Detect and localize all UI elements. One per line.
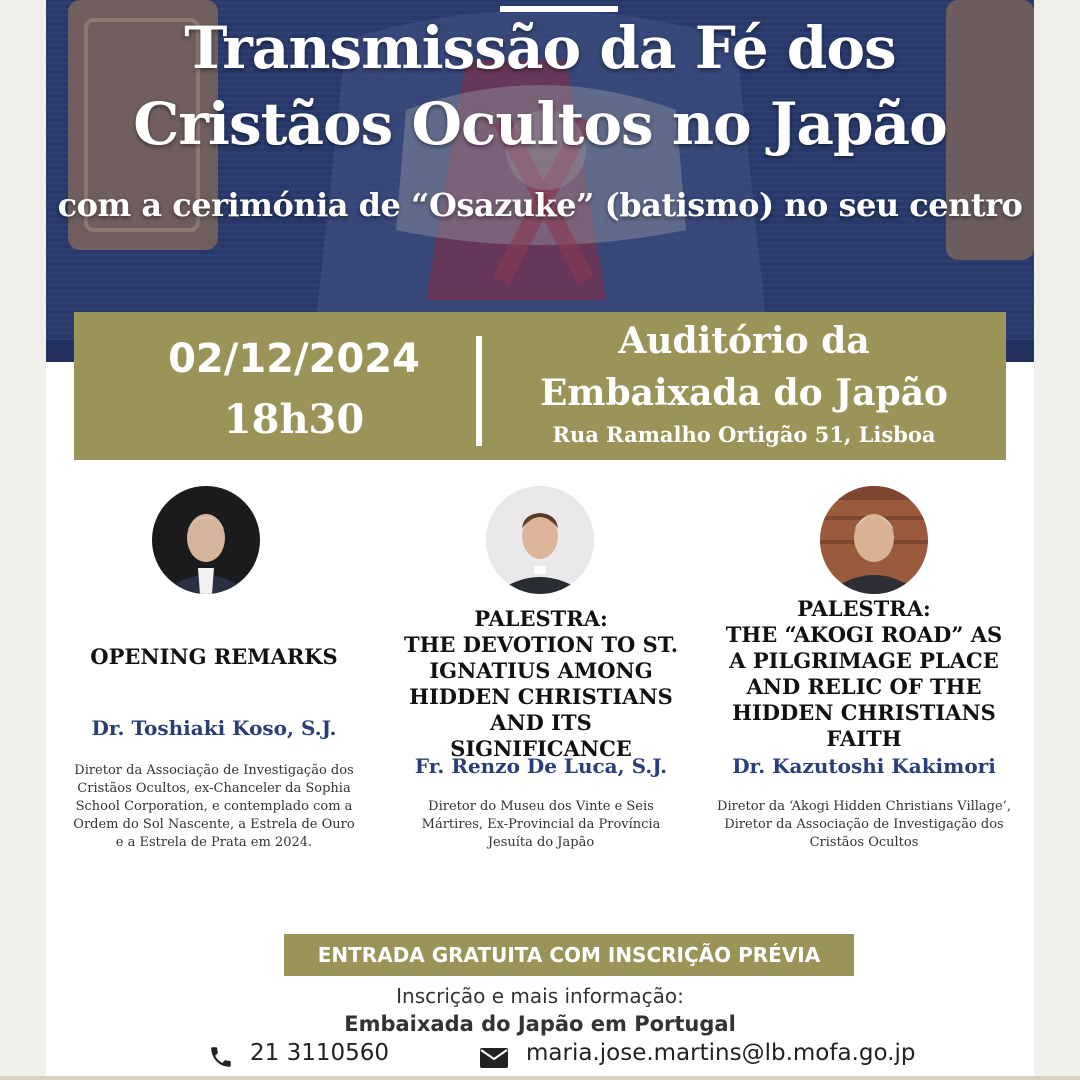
bio-line: Diretor da Associação de Investigação dos xyxy=(74,763,354,778)
bio-line: Ordem do Sol Nascente, a Estrela de Ouro xyxy=(73,817,355,832)
bottom-strip xyxy=(0,1076,1080,1080)
speaker-3-heading-line: HIDDEN CHRISTIANS xyxy=(732,700,996,725)
mail-icon xyxy=(480,1048,508,1068)
speaker-3-heading-line: PALESTRA: xyxy=(797,596,931,621)
free-entry-banner: ENTRADA GRATUITA COM INSCRIÇÃO PRÉVIA xyxy=(284,934,854,976)
speaker-1-avatar xyxy=(152,486,260,594)
speaker-2-name: Fr. Renzo De Luca, S.J. xyxy=(414,754,668,778)
bio-line: Diretor da Associação de Investigação dos xyxy=(724,817,1004,832)
speaker-2-heading xyxy=(396,606,686,762)
speaker-2-heading-line: AND ITS SIGNIFICANCE xyxy=(450,710,632,761)
bio-line: Diretor do Museu dos Vinte e Seis xyxy=(428,799,654,814)
speaker-1-name: Dr. Toshiaki Koso, S.J. xyxy=(91,716,337,740)
bio-line: Cristãos Ocultos xyxy=(809,835,919,850)
speaker-2-avatar xyxy=(486,486,594,594)
bio-line: Mártires, Ex-Provincial da Província xyxy=(421,817,661,832)
speaker-2-heading-line: IGNATIUS AMONG xyxy=(429,658,653,683)
organization-name: Embaixada do Japão em Portugal xyxy=(344,1012,736,1036)
speaker-3-avatar xyxy=(820,486,928,594)
bio-line: Diretor da ‘Akogi Hidden Christians Village’, xyxy=(717,799,1011,814)
speaker-3-heading-line: THE “AKOGI ROAD” AS xyxy=(725,622,1003,647)
band-divider xyxy=(476,336,482,446)
speaker-2-heading-line: PALESTRA: xyxy=(474,606,608,631)
speaker-3-heading xyxy=(718,596,1010,752)
speaker-1-bio xyxy=(52,762,376,852)
email-link[interactable]: maria.jose.martins@lb.mofa.go.jp xyxy=(526,1040,916,1066)
bio-line: School Corporation, e contemplado com a xyxy=(75,799,353,814)
subtitle: com a cerimónia de “Osazuke” (batismo) no seu centro xyxy=(57,186,1023,224)
event-info-band xyxy=(74,312,1006,460)
info-label: Inscrição e mais informação: xyxy=(396,984,684,1008)
speaker-2-bio xyxy=(386,798,696,852)
speaker-1-heading-line: OPENING REMARKS xyxy=(90,644,338,669)
phone-icon xyxy=(208,1044,234,1070)
title-line-1: Transmissão da Fé dos xyxy=(184,14,896,82)
event-time: 18h30 xyxy=(223,396,365,443)
speaker-3-heading-line: A PILGRIMAGE PLACE xyxy=(729,648,999,673)
speaker-3-name: Dr. Kazutoshi Kakimori xyxy=(732,754,996,778)
top-rule xyxy=(500,6,618,12)
venue-line-2: Embaixada do Japão xyxy=(539,372,949,414)
speaker-3-heading-line: AND RELIC OF THE xyxy=(746,674,982,699)
phone-number[interactable]: 21 3110560 xyxy=(250,1040,390,1066)
poster xyxy=(46,0,1034,1080)
title-line-2: Cristãos Ocultos no Japão xyxy=(133,90,947,158)
speaker-2-heading-line: THE DEVOTION TO ST. xyxy=(403,632,679,657)
speaker-2-heading-line: HIDDEN CHRISTIANS xyxy=(409,684,673,709)
speaker-3-heading-line: FAITH xyxy=(826,726,902,751)
venue-line-1: Auditório da xyxy=(618,320,870,362)
bio-line: e a Estrela de Prata em 2024. xyxy=(115,835,313,850)
speaker-1-heading xyxy=(76,644,352,670)
hero-banner xyxy=(46,0,1034,362)
bio-line: Cristãos Ocultos, ex-Chanceler da Sophia xyxy=(77,781,351,796)
event-date: 02/12/2024 xyxy=(168,336,420,382)
bio-line: Jesuíta do Japão xyxy=(487,835,595,850)
venue-address: Rua Ramalho Ortigão 51, Lisboa xyxy=(552,422,936,447)
speaker-3-bio xyxy=(694,798,1034,852)
